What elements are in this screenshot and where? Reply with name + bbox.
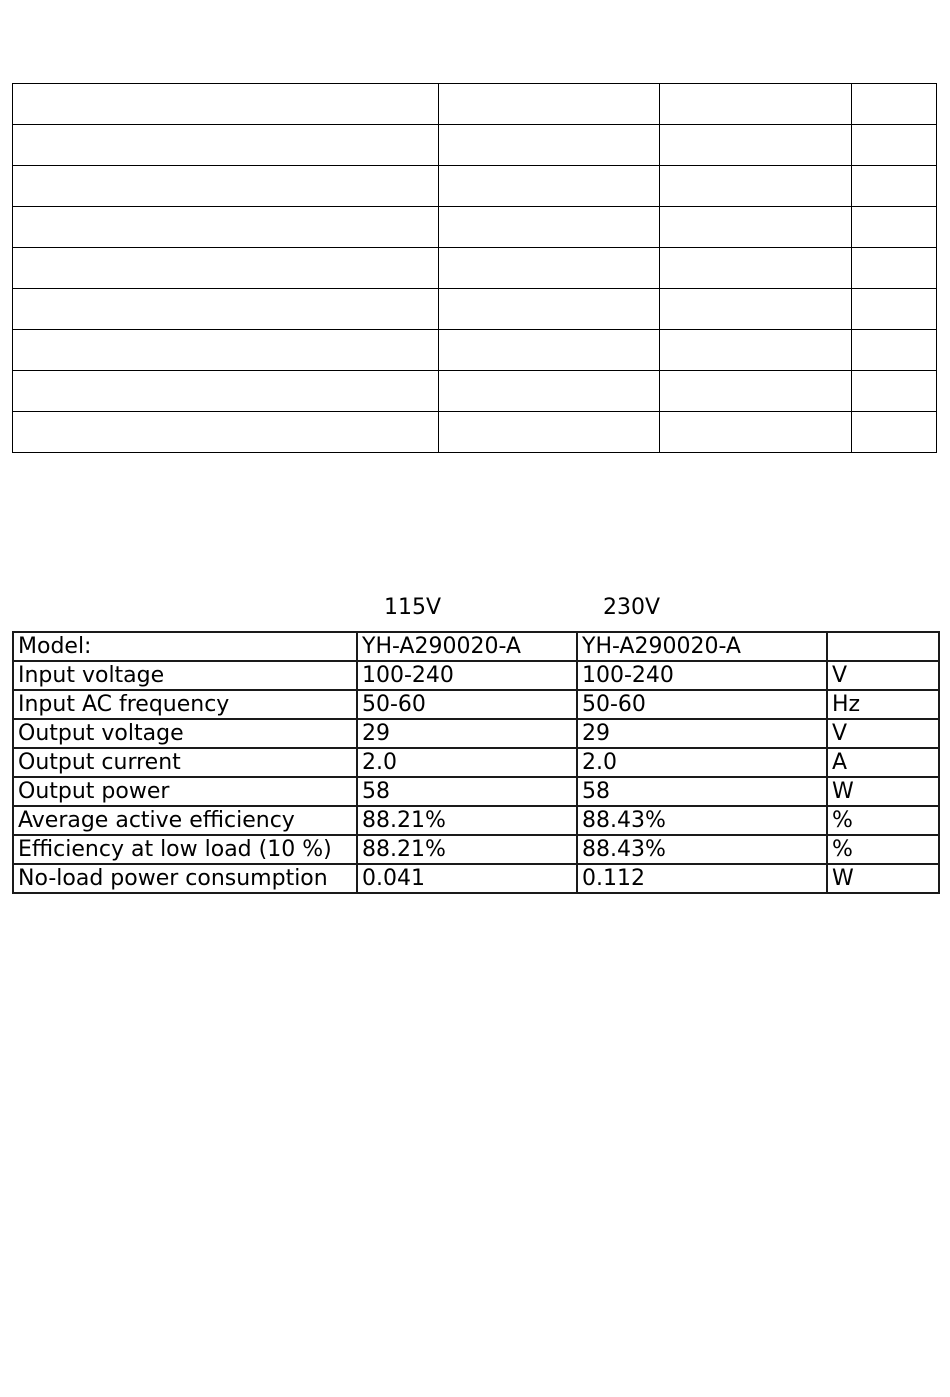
table-row <box>13 632 939 661</box>
table-cell <box>439 207 660 248</box>
table-cell <box>852 248 937 289</box>
table-cell <box>852 412 937 453</box>
value-230v-cell: 58 <box>577 777 827 806</box>
table-cell <box>439 166 660 207</box>
table-row <box>13 719 939 748</box>
parameter-cell: Average active efficiency <box>13 806 357 835</box>
table-row <box>13 289 937 330</box>
value-115v-cell: 88.21% <box>357 835 577 864</box>
value-230v-cell: 88.43% <box>577 835 827 864</box>
unit-cell: W <box>827 864 939 893</box>
table-row <box>13 690 939 719</box>
table-cell <box>439 412 660 453</box>
table-cell <box>13 289 439 330</box>
table-cell <box>852 207 937 248</box>
voltage-header-230v: 230V <box>603 595 661 620</box>
table-cell <box>660 371 852 412</box>
value-230v-cell: 50-60 <box>577 690 827 719</box>
table-row <box>13 661 939 690</box>
value-115v-cell: 2.0 <box>357 748 577 777</box>
table-cell <box>13 371 439 412</box>
unit-cell <box>827 632 939 661</box>
table-cell <box>852 371 937 412</box>
parameter-cell: Efficiency at low load (10 %) <box>13 835 357 864</box>
table-row <box>13 84 937 125</box>
blank-grid-table <box>12 83 937 453</box>
parameter-cell: Output voltage <box>13 719 357 748</box>
table-cell <box>852 289 937 330</box>
value-115v-cell: YH-A290020-A <box>357 632 577 661</box>
unit-cell: V <box>827 661 939 690</box>
table-cell <box>660 125 852 166</box>
value-115v-cell: 58 <box>357 777 577 806</box>
table-cell <box>660 207 852 248</box>
table-row <box>13 412 937 453</box>
table-cell <box>439 84 660 125</box>
value-115v-cell: 88.21% <box>357 806 577 835</box>
unit-cell: % <box>827 806 939 835</box>
value-230v-cell: 29 <box>577 719 827 748</box>
unit-cell: Hz <box>827 690 939 719</box>
unit-cell: A <box>827 748 939 777</box>
table-cell <box>439 248 660 289</box>
unit-cell: V <box>827 719 939 748</box>
value-230v-cell: YH-A290020-A <box>577 632 827 661</box>
parameter-cell: Model: <box>13 632 357 661</box>
table-cell <box>852 330 937 371</box>
value-230v-cell: 2.0 <box>577 748 827 777</box>
table-row <box>13 835 939 864</box>
table-row <box>13 806 939 835</box>
table-cell <box>13 412 439 453</box>
value-115v-cell: 100-240 <box>357 661 577 690</box>
parameter-cell: Output power <box>13 777 357 806</box>
value-115v-cell: 0.041 <box>357 864 577 893</box>
table-row <box>13 777 939 806</box>
table-cell <box>439 289 660 330</box>
table-cell <box>13 84 439 125</box>
table-row <box>13 864 939 893</box>
value-115v-cell: 29 <box>357 719 577 748</box>
table-cell <box>852 84 937 125</box>
value-115v-cell: 50-60 <box>357 690 577 719</box>
table-cell <box>660 84 852 125</box>
table-cell <box>439 330 660 371</box>
value-230v-cell: 0.112 <box>577 864 827 893</box>
parameter-cell: No-load power consumption <box>13 864 357 893</box>
table-cell <box>660 166 852 207</box>
table-cell <box>660 330 852 371</box>
parameter-cell: Output current <box>13 748 357 777</box>
parameter-cell: Input AC frequency <box>13 690 357 719</box>
table-cell <box>660 289 852 330</box>
table-cell <box>660 248 852 289</box>
table-cell <box>13 166 439 207</box>
table-cell <box>439 371 660 412</box>
table-cell <box>660 412 852 453</box>
spec-table <box>12 631 940 894</box>
table-row <box>13 248 937 289</box>
value-230v-cell: 100-240 <box>577 661 827 690</box>
table-row <box>13 748 939 777</box>
unit-cell: % <box>827 835 939 864</box>
table-cell <box>852 125 937 166</box>
parameter-cell: Input voltage <box>13 661 357 690</box>
table-row <box>13 166 937 207</box>
table-row <box>13 125 937 166</box>
value-230v-cell: 88.43% <box>577 806 827 835</box>
table-row <box>13 330 937 371</box>
table-row <box>13 207 937 248</box>
unit-cell: W <box>827 777 939 806</box>
table-cell <box>439 125 660 166</box>
voltage-header-115v: 115V <box>384 595 442 620</box>
table-row <box>13 371 937 412</box>
table-cell <box>852 166 937 207</box>
table-cell <box>13 248 439 289</box>
table-cell <box>13 125 439 166</box>
table-cell <box>13 330 439 371</box>
table-cell <box>13 207 439 248</box>
